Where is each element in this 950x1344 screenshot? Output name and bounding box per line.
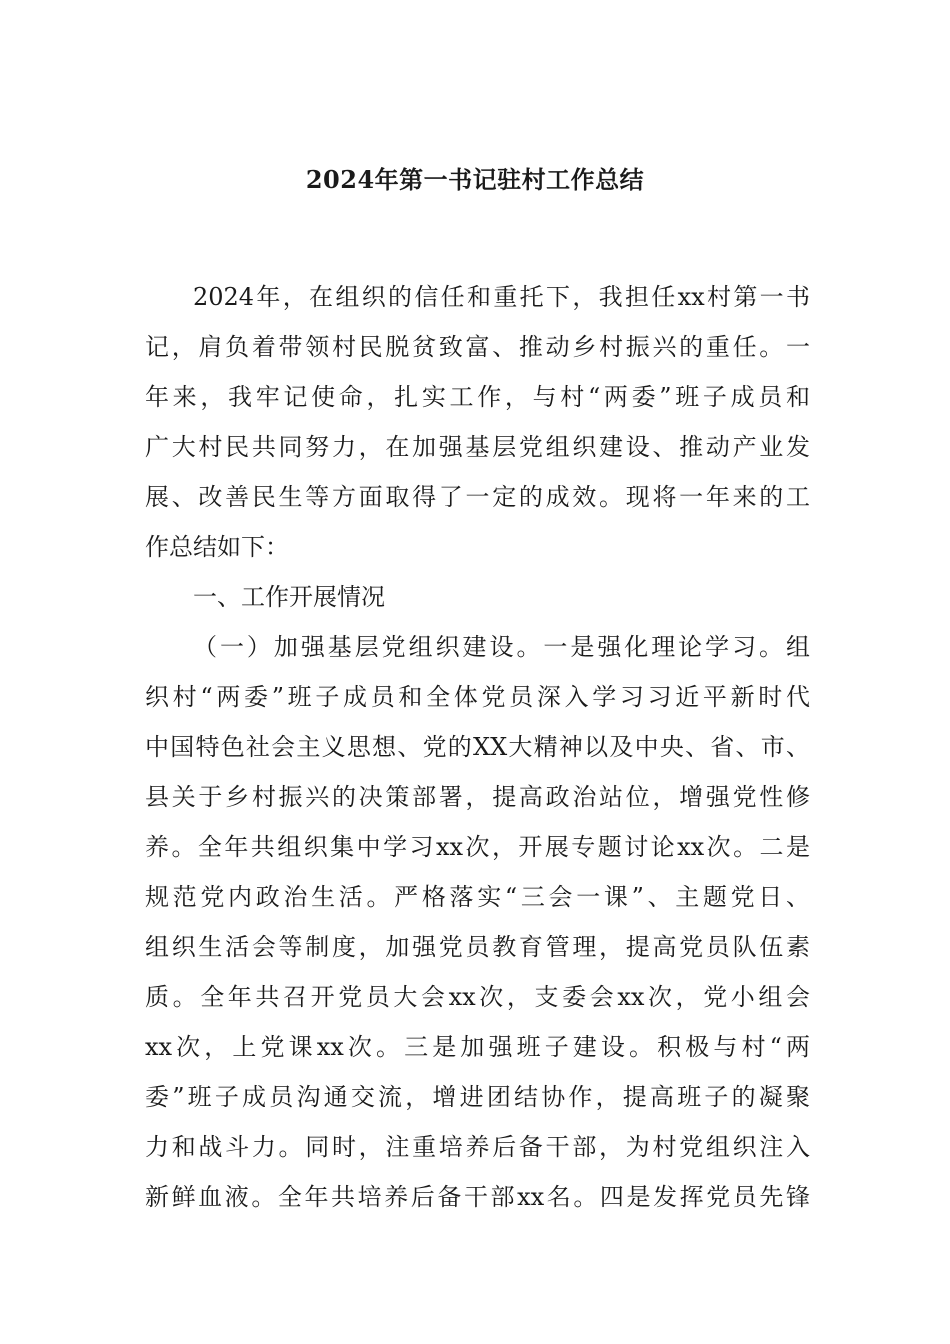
paragraph-line: 新鲜血液。全年共培养后备干部xx名。四是发挥党员先锋 [145,1183,810,1211]
paragraph-line: 中国特色社会主义思想、党的XX大精神以及中央、省、市、 [145,733,810,761]
paragraph-line: （一）加强基层党组织建设。一是强化理论学习。组 [193,633,810,661]
paragraph-line: 规范党内政治生活。严格落实“三会一课”、主题党日、 [145,883,810,911]
paragraph-line: 组织生活会等制度，加强党员教育管理，提高党员队伍素 [145,933,810,961]
paragraph-line: 2024年，在组织的信任和重托下，我担任xx村第一书 [193,283,810,311]
paragraph-line: 委”班子成员沟通交流，增进团结协作，提高班子的凝聚 [145,1083,810,1111]
paragraph-line: 作总结如下： [145,533,289,561]
section-heading: 一、工作开展情况 [193,583,385,611]
paragraph-line: 年来，我牢记使命，扎实工作，与村“两委”班子成员和 [145,383,810,411]
paragraph-line: 县关于乡村振兴的决策部署，提高政治站位，增强党性修 [145,783,810,811]
paragraph-line: 展、改善民生等方面取得了一定的成效。现将一年来的工 [145,483,810,511]
paragraph-line: xx次，上党课xx次。三是加强班子建设。积极与村“两 [145,1033,810,1061]
paragraph-line: 质。全年共召开党员大会xx次，支委会xx次，党小组会 [145,983,810,1011]
paragraph-line: 养。全年共组织集中学习xx次，开展专题讨论xx次。二是 [145,833,810,861]
document-title: 2024年第一书记驻村工作总结 [305,165,645,194]
paragraph-line: 记，肩负着带领村民脱贫致富、推动乡村振兴的重任。一 [145,333,810,361]
paragraph-line: 力和战斗力。同时，注重培养后备干部，为村党组织注入 [145,1133,810,1161]
paragraph-line: 广大村民共同努力，在加强基层党组织建设、推动产业发 [145,433,810,461]
paragraph-line: 织村“两委”班子成员和全体党员深入学习习近平新时代 [145,683,810,711]
